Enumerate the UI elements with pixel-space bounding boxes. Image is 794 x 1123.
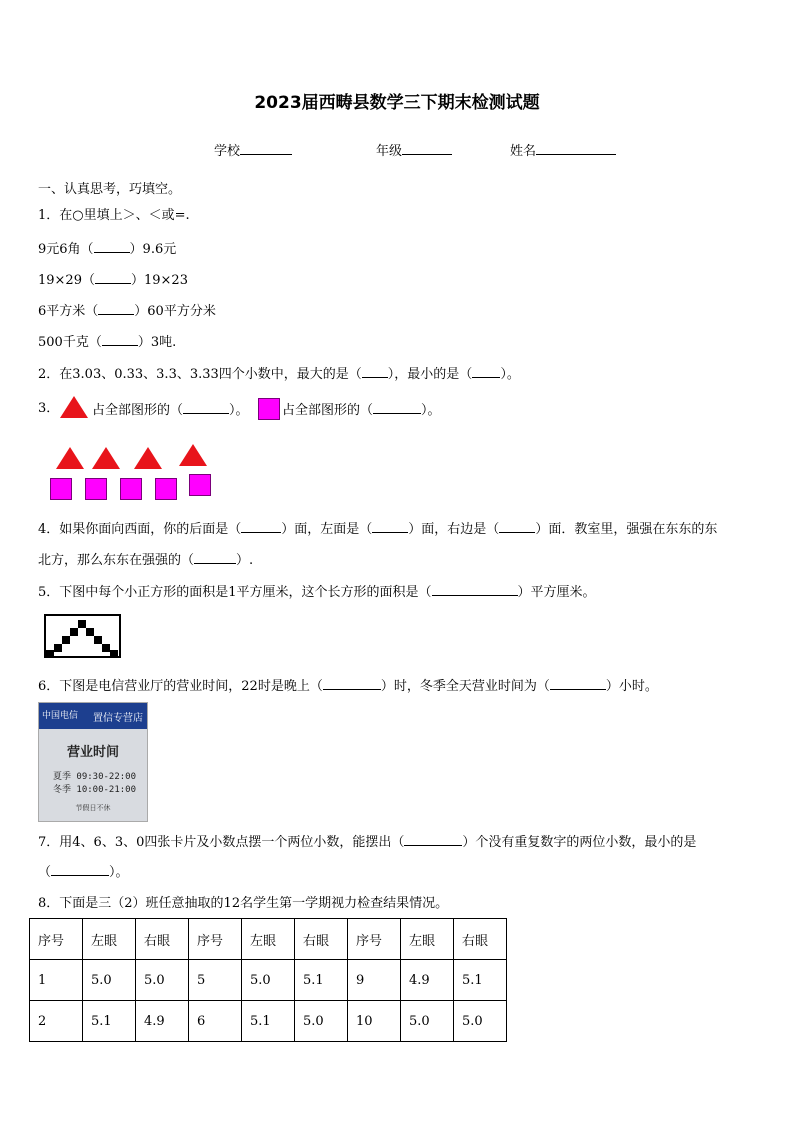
table-cell: 左眼: [401, 919, 454, 960]
table-cell: 4.9: [401, 960, 454, 1001]
q7-line-1: 7．用4、6、3、0四张卡片及小数点摆一个两位小数，能摆出（ ）个没有重复数字的两位小数，最小的是: [38, 835, 697, 850]
q1-item-1: 9元6角（ ）9.6元: [38, 242, 177, 257]
name-field: [510, 142, 616, 160]
table-cell: 5.0: [83, 960, 136, 1001]
store-name: 置信专营店: [93, 713, 143, 724]
square-shape-4: [155, 478, 177, 500]
table-cell: 5.0: [295, 1001, 348, 1042]
q1-item-4: 500千克（ ）3吨.: [38, 335, 177, 350]
table-cell: 左眼: [242, 919, 295, 960]
square-shape-2: [85, 478, 107, 500]
grade-field: [376, 142, 452, 160]
triangle-shape-1: [56, 447, 84, 469]
table-cell: 序号: [348, 919, 401, 960]
table-cell: 右眼: [454, 919, 507, 960]
q5: 5．下图中每个小正方形的面积是1平方厘米，这个长方形的面积是（ ）平方厘米。: [38, 585, 596, 600]
table-cell: 5.1: [295, 960, 348, 1001]
table-cell: 5.0: [136, 960, 189, 1001]
table-cell: 序号: [30, 919, 83, 960]
table-cell: 5.0: [454, 1001, 507, 1042]
q4-line-2: 北方，那么东东在强强的（ ）.: [38, 553, 254, 568]
q7-line-2: （ ）。: [38, 865, 129, 880]
q3-label: 3．: [38, 401, 60, 416]
q1-item-2: 19×29（ ）19×23: [38, 273, 188, 288]
grade-blank: [402, 142, 452, 155]
table-cell: 5.1: [242, 1001, 295, 1042]
table-cell: 5.1: [83, 1001, 136, 1042]
school-label: 学校: [214, 144, 241, 159]
page-title: 2023届西畴县数学三下期末检测试题: [254, 93, 540, 113]
q1-item-3: 6平方米（ ）60平方分米: [38, 304, 216, 319]
q1-stem: 1．在○里填上＞、＜或=.: [38, 208, 190, 223]
square-icon: [258, 398, 280, 420]
table-cell: 5.0: [242, 960, 295, 1001]
table-cell: 4.9: [136, 1001, 189, 1042]
square-shape-3: [120, 478, 142, 500]
table-cell: 10: [348, 1001, 401, 1042]
triangle-icon: [60, 396, 88, 418]
table-row: [30, 960, 507, 1001]
grade-label: 年级: [376, 144, 403, 159]
q2: 2．在3.03、0.33、3.3、3.33四个小数中，最大的是（ ），最小的是（ ）。: [38, 367, 520, 382]
table-cell: 5: [189, 960, 242, 1001]
triangle-shape-2: [92, 447, 120, 469]
table-cell: 5.1: [454, 960, 507, 1001]
q4-line-1: 4．如果你面向西面，你的后面是（ ）面，左面是（ ）面，右边是（ ）面．教室里，强强在东东的东: [38, 522, 718, 537]
holiday-note: 节假日不休: [75, 804, 111, 812]
table-cell: 右眼: [136, 919, 189, 960]
table-cell: 1: [30, 960, 83, 1001]
table-row: [30, 1001, 507, 1042]
q3-part2: 占全部图形的（ ）。: [282, 403, 441, 418]
school-blank: [240, 142, 292, 155]
name-blank: [536, 142, 616, 155]
name-label: 姓名: [510, 144, 537, 159]
sign-banner: [39, 703, 147, 729]
table-cell: 2: [30, 1001, 83, 1042]
grid-rectangle-figure: [44, 614, 121, 658]
triangle-shape-3: [134, 447, 162, 469]
winter-hours: 冬季 10:00-21:00: [53, 785, 137, 795]
school-field: [214, 142, 292, 160]
china-telecom-logo: 中国电信: [42, 711, 79, 721]
square-shape-5: [189, 474, 211, 496]
square-shape-1: [50, 478, 72, 500]
summer-hours: 夏季 09:30-22:00: [53, 772, 137, 782]
business-hours-photo: [38, 702, 148, 822]
q8-stem: 8．下面是三（2）班任意抽取的12名学生第一学期视力检查结果情况。: [38, 896, 449, 911]
table-cell: 9: [348, 960, 401, 1001]
table-cell: 序号: [189, 919, 242, 960]
table-cell: 6: [189, 1001, 242, 1042]
sign-heading: 营业时间: [66, 745, 119, 760]
vision-table: [29, 918, 507, 1042]
q3-part1: 占全部图形的（ ）。: [92, 403, 249, 418]
table-cell: 左眼: [83, 919, 136, 960]
triangle-shape-4: [179, 444, 207, 466]
table-cell: 右眼: [295, 919, 348, 960]
table-cell: 5.0: [401, 1001, 454, 1042]
table-header-row: [30, 919, 507, 960]
q6: 6．下图是电信营业厅的营业时间，22时是晚上（ ）时，冬季全天营业时间为（ ）小时。: [38, 679, 658, 694]
section-heading: 一、认真思考，巧填空。: [38, 182, 182, 197]
